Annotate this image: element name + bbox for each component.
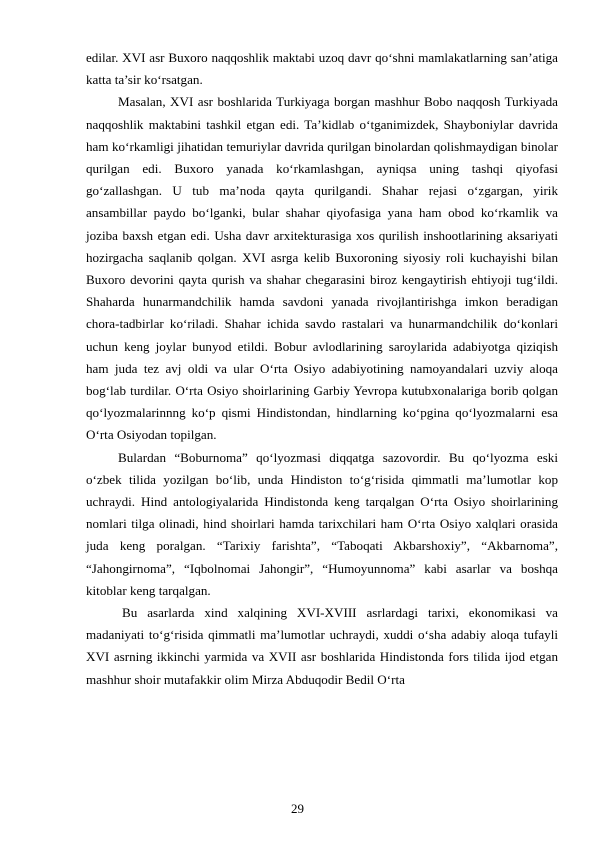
body-text [86, 47, 558, 691]
paragraph-4: Bu asarlarda xind xalqining XVI-XVIII asrlardagi tarixi, ekonomikasi va madaniyati to‘g‘risida qimmatli ma’lumotlar uchraydi, xuddi o‘sha adabiy aloqa tufayli XVI asrning ikkinchi yarmida va XVII asr boshlarida Hindistonda fors tilida ijod etgan mashhur shoir mutafakkir olim Mirza Abduqodir Bedil O‘rta [86, 605, 558, 687]
paragraph-3: Bulardan “Boburnoma” qo‘lyozmasi diqqatga sazovordir. Bu qo‘lyozma eski o‘zbek tilida yozilgan bo‘lib, unda Hindiston to‘g‘risida qimmatli ma’lumotlar kop uchraydi. Hind antologiyalarida Hindistonda keng tarqalgan O‘rta Osiyo shoirlarining nomlari tilga olinadi, hind shoirlari hamda tarixchilari ham O‘rta Osiyo xalqlari orasida juda keng poralgan. “Tarixiy farishta”, “Taboqati Akbarshoxiy”, “Akbarnoma”, “Jahongirnoma”, “Iqbolnomai Jahongir”, “Humoyunnoma” kabi asarlar va boshqa kitoblar keng tarqalgan. [86, 449, 558, 598]
paragraph-2: Masalan, XVI asr boshlarida Turkiyaga borgan mashhur Bobo naqqosh Turkiyada naqqoshlik maktabini tashkil etgan edi. Ta’kidlab o‘tganimizdek, Shayboniylar davrida ham ko‘rkamligi jihatidan temuriylar davrida qurilgan binolardan qolishmaydigan binolar qurilgan edi. Buxoro yanada ko‘rkamlashgan, ayniqsa uning tashqi qiyofasi go‘zallashgan. U tub ma’noda qayta qurilgandi. Shahar rejasi o‘zgargan, yirik ansambillar paydo bo‘lganki, bular shahar qiyofasiga yana ham obod ko‘rkamlik va joziba baxsh etgan edi. Usha davr arxitekturasiga xos qurilish inshootlarining aksariyati hozirgacha saqlanib qolgan. XVI asrga kelib Buxoroning siyosiy roli kuchayishi bilan Buxoro devorini qayta qurish va shahar chegarasini biroz kengaytirish ehtiyoji tug‘ildi. Shaharda hunarmandchilik hamda savdoni yanada rivojlantirishga imkon beradigan chora-tadbirlar ko‘riladi. Shahar ichida savdo rastalari va hunarmandchilik do‘konlari uchun keng joylar bunyod etildi. Bobur avlodlarining saroylarida adabiyotga qiziqish ham juda tez avj oldi va ular O‘rta Osiyo adabiyotining namoyandalari uzviy aloqa bog‘lab turdilar. O‘rta Osiyo shoirlarining Garbiy Yevropa kutubxonalariga borib qolgan qo‘lyozmalarinnng ko‘p qismi Hindistondan, hindlarning ko‘pgina qo‘lyozmalarni esa O‘rta Osiyodan topilgan. [86, 94, 558, 443]
paragraph-1: edilar. XVI asr Buxoro naqqoshlik maktabi uzoq davr qo‘shni mamlakatlarning san’atiga katta ta’sir ko‘rsatgan. [86, 50, 558, 88]
page-number: 29 [291, 801, 304, 816]
